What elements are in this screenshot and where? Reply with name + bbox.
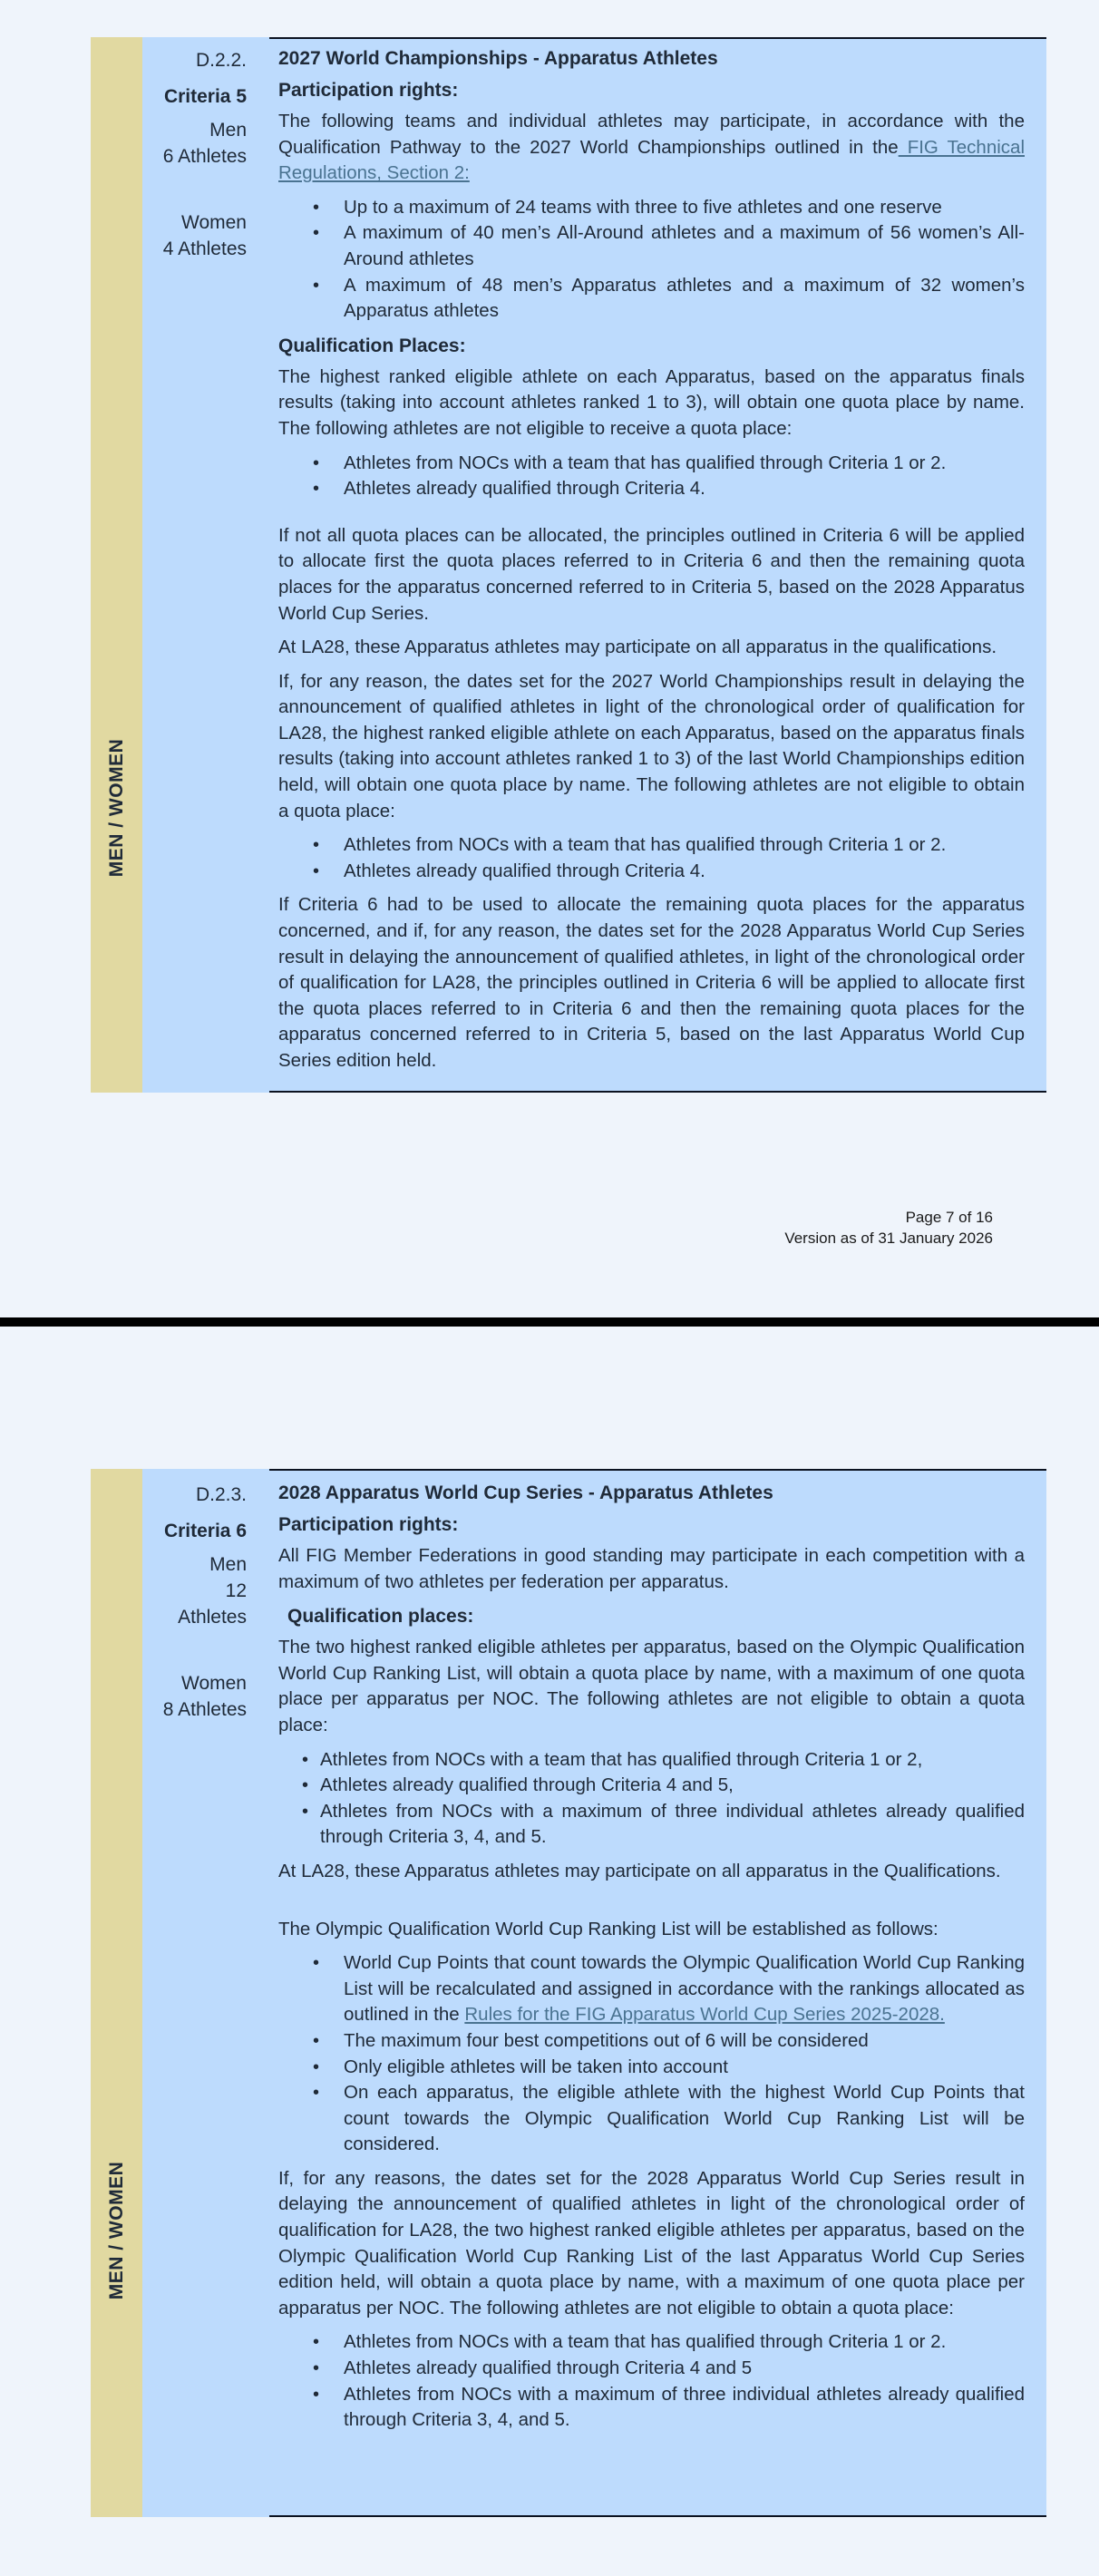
section-meta [142,1469,247,1723]
list-item: • Athletes already qualified through Criteria 4. [344,859,1025,885]
men-count: 6 Athletes [162,146,247,167]
page-number: Page 7 of 16 [905,1209,993,1226]
qualification-list [278,1747,1025,1851]
page-divider [0,1317,1099,1327]
participation-list [278,195,1025,325]
men-count-unit: Athletes [178,1607,247,1628]
delay-list [278,832,1025,884]
men-count-number: 12 [225,1580,247,1601]
list-item: • Only eligible athletes will be taken into account [344,2055,1025,2081]
list-item: • Athletes already qualified through Criteria 4 and 5, [320,1773,1025,1799]
qualification-list [278,451,1025,502]
men-label: Men [209,120,247,141]
section-title: 2027 World Championships - Apparatus Athletes [278,48,718,69]
la28-paragraph: At LA28, these Apparatus athletes may participate on all apparatus in the qualifications. [278,637,997,658]
list-item: • The maximum four best competitions out of 6 will be considered [344,2028,1025,2055]
qualification-heading: Qualification Places: [278,335,466,356]
section-body [269,1469,1046,2517]
participation-heading: Participation rights: [278,80,459,101]
world-cup-rules-link[interactable]: Rules for the FIG Apparatus World Cup Series 2025-2028. [464,2004,945,2026]
section-meta [142,37,247,262]
list-item: • Athletes from NOCs with a maximum of three individual athletes already qualified through Criteria 3, 4, and 5. [344,2382,1025,2434]
ranking-item-text: World Cup Points that count towards the Olympic Qualification World Cup Ranking List will be recalculated and assigned in accordance with the rankings allocated as outlined in the [344,1952,1025,2026]
participation-heading: Participation rights: [278,1514,459,1535]
list-item: • Athletes from NOCs with a team that has qualified through Criteria 1 or 2, [320,1747,1025,1774]
la28-paragraph: At LA28, these Apparatus athletes may participate on all apparatus in the Qualifications. [278,1860,1001,1881]
list-item: • A maximum of 48 men’s Apparatus athletes and a maximum of 32 women’s Apparatus athletes [344,273,1025,325]
gender-strip [91,1469,142,2517]
section-code: D.2.2. [195,50,247,71]
criteria6-paragraph: If Criteria 6 had to be used to allocate the remaining quota places for the apparatus concerned, and if, for any reason, the dates set for the 2028 Apparatus World Cup Series result in delaying the announcement of qualified athletes, in light of the chronological order of qualification for LA28, the principles outlined in Criteria 6 will be applied to allocate first the quota places referred to in Criteria 6 and then the remaining quota places for the apparatus concerned referred to in Criteria 5, based on the last Apparatus World Cup Series edition held. [278,894,1025,1071]
list-item: • Athletes already qualified through Criteria 4. [344,476,1025,502]
participation-text: All FIG Member Federations in good standing may participate in each competition with a maximum of two athletes per federation per apparatus. [278,1545,1025,1592]
women-label: Women [181,1673,247,1694]
list-item: • Athletes already qualified through Criteria 4 and 5 [344,2356,1025,2382]
list-item: • Up to a maximum of 24 teams with three to five athletes and one reserve [344,195,1025,221]
section-code: D.2.3. [195,1484,247,1505]
qualification-heading: Qualification places: [287,1606,474,1628]
fig-technical-regulations-link[interactable]: FIG Technical Regulations, Section 2: [278,136,1025,184]
list-item: • Athletes from NOCs with a maximum of three individual athletes already qualified through Criteria 3, 4, and 5. [320,1799,1025,1851]
men-quota [142,117,247,170]
ranking-intro: The Olympic Qualification World Cup Ranking List will be established as follows: [278,1918,939,1939]
section-title: 2028 Apparatus World Cup Series - Apparatus Athletes [278,1482,773,1503]
page-footer [784,1207,993,1249]
qualification-text: The highest ranked eligible athlete on each Apparatus, based on the apparatus finals results (taking into account athletes ranked 1 to 3), will obtain one quota place by name. The following athletes are not eligible to receive a quota place: [278,365,1025,439]
list-item: • On each apparatus, the eligible athlete with the highest World Cup Points that count towards the Olympic Qualification World Cup Ranking List will be considered. [344,2080,1025,2158]
list-item [344,1950,1025,2028]
women-quota [142,1670,247,1723]
men-quota [142,1551,247,1630]
participation-text-body: The following teams and individual athletes may participate, in accordance with the Qualification Pathway to the 2027 World Championships outlined in the [278,111,1025,158]
men-label: Men [209,1554,247,1575]
women-count: 8 Athletes [162,1699,247,1720]
list-item: • A maximum of 40 men’s All-Around athletes and a maximum of 56 women’s All-Around athletes [344,220,1025,272]
participation-text [278,109,1025,187]
list-item: • Athletes from NOCs with a team that has qualified through Criteria 1 or 2. [344,2329,1025,2356]
criteria-6-panel [91,1469,1046,2517]
side-label: MEN / WOMEN [105,738,127,878]
section-body [269,37,1046,1093]
list-item: • Athletes from NOCs with a team that has qualified through Criteria 1 or 2. [344,832,1025,859]
delay-paragraph: If, for any reason, the dates set for the 2027 World Championships result in delaying the announcement of qualified athletes in light of the chronological order of qualification for LA28, the highest ranked eligible athlete on each Apparatus, based on the apparatus finals results (taking into account athletes ranked 1 to 3) of the last World Championships edition held, will obtain one quota place by name. The following athletes are not eligible to obtain a quota place: [278,670,1025,821]
delay-paragraph: If, for any reasons, the dates set for the 2028 Apparatus World Cup Series result in delaying the announcement of qualified athletes in light of the chronological order of qualification for LA28, the two highest ranked eligible athletes per apparatus, based on the Olympic Qualification World Cup Ranking List of the last Apparatus World Cup Series edition held, will obtain a quota place by name, with a maximum of one quota place per apparatus per NOC. The following athletes are not eligible to obtain a quota place: [278,2167,1025,2318]
women-label: Women [181,212,247,233]
criteria-label: Criteria 5 [163,86,247,107]
women-count: 4 Athletes [162,238,247,259]
side-label: MEN / WOMEN [105,2161,127,2300]
delay-list [278,2329,1025,2433]
version-date: Version as of 31 January 2026 [784,1230,993,1247]
list-item: • Athletes from NOCs with a team that has qualified through Criteria 1 or 2. [344,451,1025,477]
criteria-label: Criteria 6 [163,1521,247,1541]
not-all-places-paragraph: If not all quota places can be allocated, the principles outlined in Criteria 6 will be applied to allocate first the quota places referred to in Criteria 6 and then the remaining quota places for the apparatus concerned referred to in Criteria 5, based on the 2028 Apparatus World Cup Series. [278,524,1025,624]
ranking-list [278,1950,1025,2158]
women-quota [142,209,247,262]
gender-strip [91,37,142,1093]
qualification-text: The two highest ranked eligible athletes per apparatus, based on the Olympic Qualification World Cup Ranking List, will obtain a quota place by name, with a maximum of one quota place per apparatus per NOC. The following athletes are not eligible to obtain a quota place: [278,1637,1025,1735]
criteria-5-panel [91,37,1046,1093]
